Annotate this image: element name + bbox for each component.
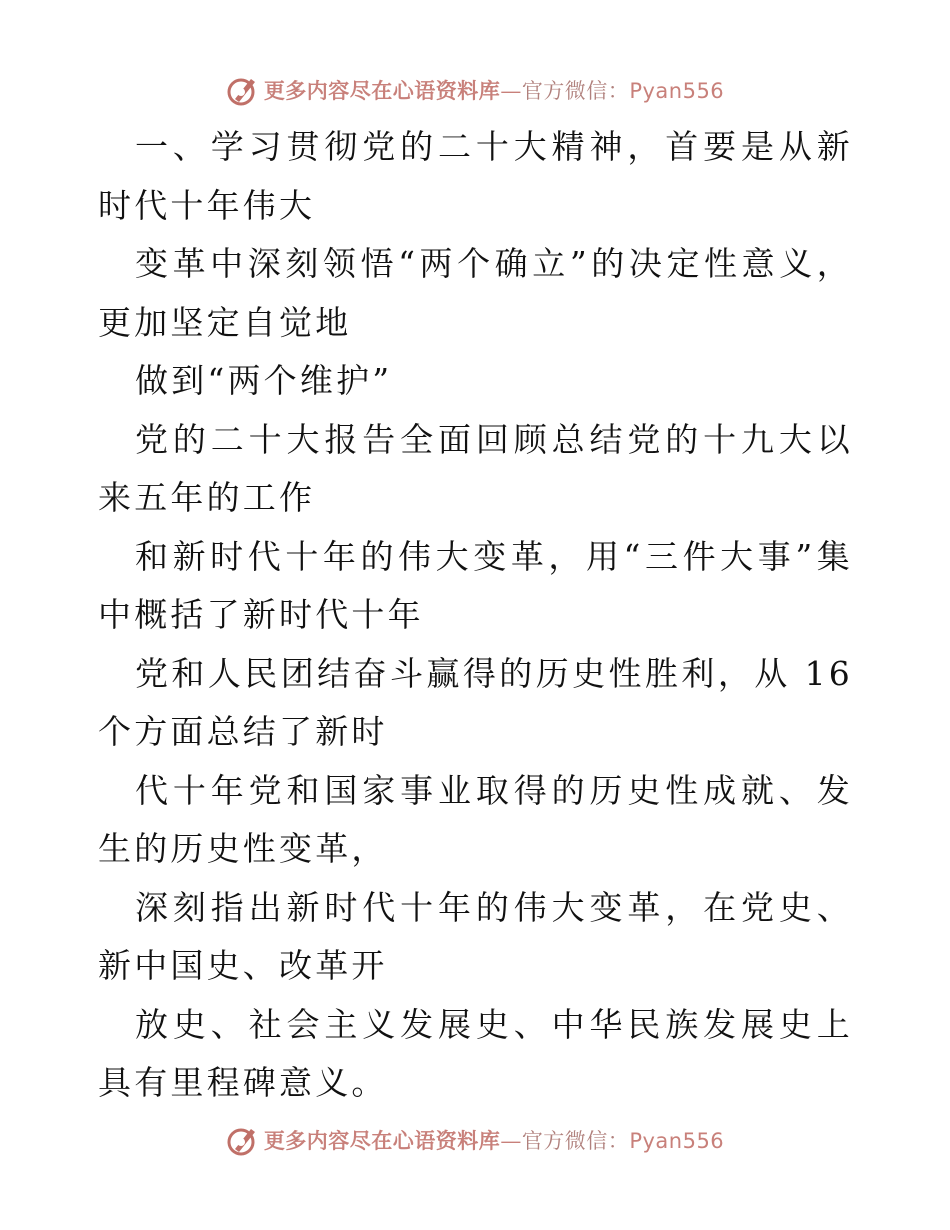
paragraph-3: 做到“两个维护” bbox=[135, 361, 393, 400]
pen-circle-logo-icon bbox=[226, 73, 260, 107]
watermark-handle: Pyan556 bbox=[629, 1129, 725, 1153]
watermark-text bbox=[264, 1125, 724, 1155]
paragraph-5: 和新时代十年的伟大变革，用“三件大事”集中概括了新时代十年 bbox=[98, 536, 853, 634]
paragraph-2: 变革中深刻领悟“两个确立”的决定性意义，更加坚定自觉地 bbox=[98, 244, 853, 342]
paragraph-1: 一、学习贯彻党的二十大精神，首要是从新时代十年伟大 bbox=[98, 127, 853, 225]
watermark-text bbox=[264, 75, 724, 105]
footer-watermark bbox=[0, 1120, 950, 1160]
watermark-brand: 更多内容尽在心语资料库 bbox=[263, 78, 501, 103]
watermark-brand: 更多内容尽在心语资料库 bbox=[263, 1128, 501, 1153]
watermark-official-label: 官方微信： bbox=[521, 79, 630, 103]
watermark-dash: — bbox=[500, 79, 522, 103]
watermark-handle: Pyan556 bbox=[629, 79, 725, 103]
paragraph-8: 深刻指出新时代十年的伟大变革，在党史、新中国史、改革开 bbox=[98, 887, 853, 985]
paragraph-6: 党和人民团结奋斗赢得的历史性胜利，从 16 个方面总结了新时 bbox=[98, 653, 853, 751]
document-body bbox=[98, 118, 853, 1113]
paragraph-4: 党的二十大报告全面回顾总结党的十九大以来五年的工作 bbox=[98, 419, 853, 517]
watermark-official-label: 官方微信： bbox=[521, 1129, 630, 1153]
header-watermark bbox=[0, 70, 950, 110]
paragraph-7: 代十年党和国家事业取得的历史性成就、发生的历史性变革， bbox=[98, 770, 853, 868]
paragraph-9: 放史、社会主义发展史、中华民族发展史上具有里程碑意义。 bbox=[98, 1004, 853, 1102]
pen-circle-logo-icon bbox=[226, 1123, 260, 1157]
watermark-dash: — bbox=[500, 1129, 522, 1153]
